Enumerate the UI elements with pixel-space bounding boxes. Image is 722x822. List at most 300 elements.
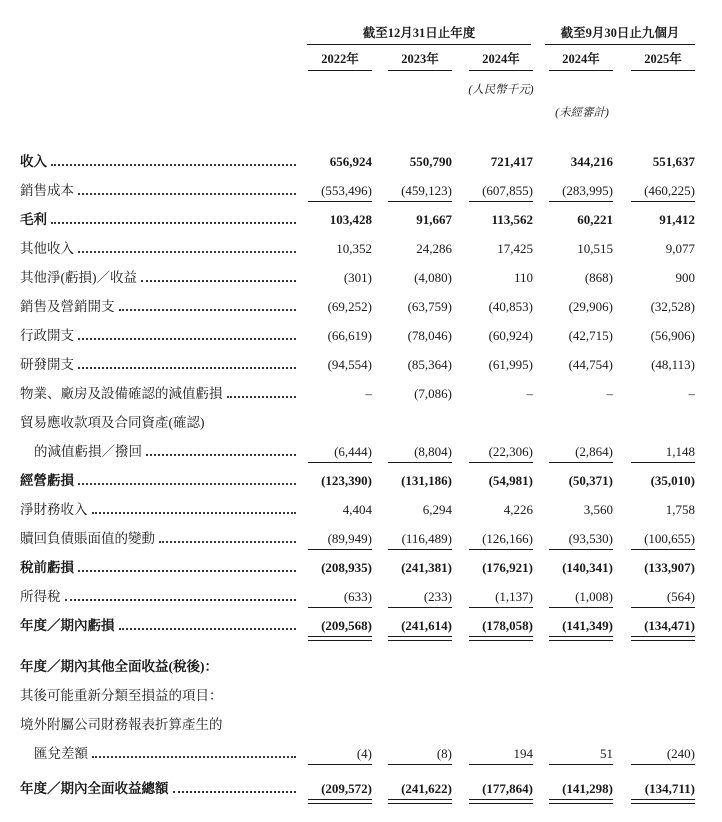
value-cell xyxy=(307,241,372,257)
value-text: (140,341) xyxy=(562,560,613,575)
value-text: (78,046) xyxy=(407,328,452,343)
value-cell xyxy=(533,746,613,765)
value-cell xyxy=(613,659,695,675)
value-cell xyxy=(533,386,613,402)
row-label: 收入 xyxy=(20,154,47,169)
value-cell xyxy=(613,183,695,202)
value-text: (8) xyxy=(388,746,452,765)
year-col-2024-interim xyxy=(533,52,613,71)
value-cell xyxy=(372,688,452,704)
table-body xyxy=(20,144,695,800)
year-col-2022 xyxy=(307,52,372,71)
value-cell xyxy=(452,212,533,228)
value-text: (209,572) xyxy=(308,781,372,800)
year-col-2024 xyxy=(452,52,533,71)
row-label: 淨財務收入 xyxy=(20,502,88,517)
row-label: 匯兌差額 xyxy=(34,746,88,761)
table-row xyxy=(20,463,695,492)
dot-leader xyxy=(119,309,297,311)
table-row xyxy=(20,434,695,463)
value-cell xyxy=(307,415,372,431)
value-text: 4,404 xyxy=(342,502,372,517)
value-cell xyxy=(372,618,452,637)
value-cell xyxy=(452,589,533,608)
value-cell xyxy=(452,241,533,257)
row-label: 經營虧損 xyxy=(20,473,74,488)
value-text: (93,530) xyxy=(549,531,613,550)
value-cell xyxy=(372,299,452,315)
row-label-cell xyxy=(20,266,307,286)
dot-leader xyxy=(78,193,296,195)
value-text: (178,058) xyxy=(469,618,533,637)
row-label-cell xyxy=(20,382,307,402)
value-cell xyxy=(452,531,533,550)
value-cell xyxy=(372,473,452,489)
value-cell xyxy=(307,154,372,170)
value-cell xyxy=(533,212,613,228)
value-cell xyxy=(307,183,372,202)
value-text: (66,619) xyxy=(327,328,372,343)
value-cell xyxy=(613,502,695,518)
value-cell xyxy=(452,688,533,704)
value-text: (134,711) xyxy=(631,781,695,800)
year-header-row xyxy=(20,52,695,71)
value-cell xyxy=(452,717,533,733)
row-label: 其他收入 xyxy=(20,241,74,256)
row-label-cell xyxy=(20,777,307,797)
value-cell xyxy=(613,386,695,402)
value-cell xyxy=(307,357,372,373)
row-label-cell xyxy=(20,585,307,605)
value-cell xyxy=(452,659,533,675)
value-text: (29,906) xyxy=(568,299,613,314)
value-cell xyxy=(452,618,533,637)
row-label-cell xyxy=(20,614,307,634)
value-cell xyxy=(452,415,533,431)
value-cell xyxy=(613,444,695,463)
value-text: (1,137) xyxy=(469,589,533,608)
table-row xyxy=(20,144,695,173)
dot-leader xyxy=(78,367,296,369)
row-label-cell xyxy=(20,353,307,373)
value-cell xyxy=(372,270,452,286)
value-cell xyxy=(372,531,452,550)
value-cell xyxy=(452,746,533,765)
value-text: 17,425 xyxy=(497,241,533,256)
row-label-cell xyxy=(20,498,307,518)
value-cell xyxy=(613,618,695,637)
table-row xyxy=(20,173,695,202)
value-cell xyxy=(533,781,613,800)
table-header xyxy=(20,26,695,71)
row-label: 的減值虧損／撥回 xyxy=(34,444,142,459)
value-text: (208,935) xyxy=(321,560,372,575)
table-row xyxy=(20,736,695,765)
value-cell xyxy=(452,560,533,576)
row-label: 物業、廠房及設備確認的減值虧損 xyxy=(20,386,223,401)
value-text: (56,906) xyxy=(650,328,695,343)
currency-unit-note: (人民幣千元) xyxy=(468,84,534,96)
value-cell xyxy=(372,589,452,608)
dot-leader xyxy=(146,454,296,456)
value-cell xyxy=(307,688,372,704)
row-label: 銷售成本 xyxy=(20,183,74,198)
value-text: (44,754) xyxy=(568,357,613,372)
value-cell xyxy=(452,386,533,402)
value-text: (233) xyxy=(388,589,452,608)
value-text: (42,715) xyxy=(568,328,613,343)
year-col-2023 xyxy=(372,52,452,71)
value-cell xyxy=(533,560,613,576)
value-cell xyxy=(372,241,452,257)
row-label-cell xyxy=(20,295,307,315)
value-cell xyxy=(307,659,372,675)
value-text: 24,286 xyxy=(416,241,452,256)
value-cell xyxy=(613,688,695,704)
row-label: 銷售及營銷開支 xyxy=(20,299,115,314)
value-text: (116,489) xyxy=(388,531,452,550)
value-text: (241,622) xyxy=(388,781,452,800)
dot-leader xyxy=(159,541,296,543)
value-text: 113,562 xyxy=(491,212,533,227)
dot-leader xyxy=(92,512,297,514)
value-text: (460,225) xyxy=(631,183,695,202)
table-row xyxy=(20,678,695,707)
row-label-cell xyxy=(20,527,307,547)
row-label-cell xyxy=(20,713,307,733)
row-label: 年度／期內其他全面收益(稅後)： xyxy=(20,659,218,674)
value-text: (85,364) xyxy=(407,357,452,372)
value-cell xyxy=(533,299,613,315)
value-cell xyxy=(613,328,695,344)
value-cell xyxy=(372,328,452,344)
row-label-cell xyxy=(20,208,307,228)
value-text: (301) xyxy=(343,270,372,285)
row-label: 其後可能重新分類至損益的項目： xyxy=(20,688,223,703)
value-cell xyxy=(372,781,452,800)
value-text: (126,166) xyxy=(469,531,533,550)
value-cell xyxy=(533,473,613,489)
value-text: 10,515 xyxy=(577,241,613,256)
value-cell xyxy=(452,154,533,170)
value-cell xyxy=(533,618,613,637)
table-row xyxy=(20,289,695,318)
row-label: 貿易應收款項及合同資產(確認) xyxy=(20,415,205,430)
value-text: (240) xyxy=(631,746,695,765)
value-cell xyxy=(533,241,613,257)
value-text: – xyxy=(365,386,372,401)
value-text: (4) xyxy=(308,746,372,765)
value-cell xyxy=(533,357,613,373)
value-text: (241,381) xyxy=(401,560,452,575)
table-row xyxy=(20,202,695,231)
row-label-cell xyxy=(20,179,307,199)
row-label-cell xyxy=(20,742,307,762)
value-cell xyxy=(307,270,372,286)
value-text: (209,568) xyxy=(308,618,372,637)
value-text: (283,995) xyxy=(549,183,613,202)
value-cell xyxy=(452,357,533,373)
value-cell xyxy=(372,386,452,402)
value-text: 91,412 xyxy=(659,212,695,227)
value-cell xyxy=(372,444,452,463)
value-cell xyxy=(613,212,695,228)
value-cell xyxy=(533,183,613,202)
value-cell xyxy=(613,717,695,733)
value-cell xyxy=(307,328,372,344)
value-text: (63,759) xyxy=(407,299,452,314)
value-text: (69,252) xyxy=(327,299,372,314)
col-group-annual: 截至12月31日止年度 xyxy=(307,26,531,45)
value-text: 551,637 xyxy=(652,154,695,169)
value-text: (94,554) xyxy=(327,357,372,372)
table-row xyxy=(20,492,695,521)
value-text: 103,428 xyxy=(329,212,372,227)
value-text: (868) xyxy=(584,270,613,285)
dot-leader xyxy=(78,570,296,572)
value-cell xyxy=(307,531,372,550)
value-text: 900 xyxy=(675,270,695,285)
value-text: (4,080) xyxy=(414,270,452,285)
value-cell xyxy=(307,560,372,576)
value-cell xyxy=(307,618,372,637)
value-text: 1,758 xyxy=(665,502,695,517)
row-label-cell xyxy=(20,440,307,460)
value-text: – xyxy=(606,386,613,401)
value-cell xyxy=(613,589,695,608)
value-text: 10,352 xyxy=(336,241,372,256)
value-cell xyxy=(372,183,452,202)
row-label-cell xyxy=(20,237,307,257)
value-text: (54,981) xyxy=(488,473,533,488)
value-cell xyxy=(307,781,372,800)
value-cell xyxy=(307,502,372,518)
value-cell xyxy=(307,746,372,765)
value-cell xyxy=(372,746,452,765)
value-cell xyxy=(452,781,533,800)
year-label: 2023年 xyxy=(388,52,452,71)
row-label: 稅前虧損 xyxy=(20,560,74,575)
value-text: (35,010) xyxy=(650,473,695,488)
value-cell xyxy=(452,502,533,518)
value-text: (131,186) xyxy=(401,473,452,488)
value-cell xyxy=(533,154,613,170)
value-text: (553,496) xyxy=(308,183,372,202)
value-cell xyxy=(533,717,613,733)
value-text: (1,008) xyxy=(549,589,613,608)
dot-leader xyxy=(92,756,296,758)
dot-leader xyxy=(51,164,296,166)
value-cell xyxy=(307,589,372,608)
value-text: 656,924 xyxy=(329,154,372,169)
value-text: (633) xyxy=(308,589,372,608)
value-cell xyxy=(372,154,452,170)
value-text: (89,949) xyxy=(308,531,372,550)
year-label: 2024年 xyxy=(469,52,533,71)
value-text: (8,804) xyxy=(388,444,452,463)
value-text: (61,995) xyxy=(488,357,533,372)
table-row xyxy=(20,579,695,608)
dot-leader xyxy=(141,280,296,282)
row-label-cell xyxy=(20,469,307,489)
table-row xyxy=(20,260,695,289)
row-label-cell xyxy=(20,684,307,704)
value-cell xyxy=(307,299,372,315)
dot-leader xyxy=(78,338,296,340)
row-label: 研發開支 xyxy=(20,357,74,372)
value-cell xyxy=(613,560,695,576)
value-cell xyxy=(372,717,452,733)
value-text: 60,221 xyxy=(577,212,613,227)
value-text: (241,614) xyxy=(388,618,452,637)
value-text: (123,390) xyxy=(321,473,372,488)
value-text: (22,306) xyxy=(469,444,533,463)
value-text: (177,864) xyxy=(469,781,533,800)
value-text: 4,226 xyxy=(503,502,533,517)
value-text: (6,444) xyxy=(308,444,372,463)
row-label: 毛利 xyxy=(20,212,47,227)
value-cell xyxy=(452,299,533,315)
value-cell xyxy=(452,473,533,489)
column-group-row xyxy=(20,26,695,45)
table-row xyxy=(20,707,695,736)
value-cell xyxy=(307,386,372,402)
value-text: (32,528) xyxy=(650,299,695,314)
value-cell xyxy=(307,473,372,489)
value-text: – xyxy=(688,386,695,401)
value-text: 1,148 xyxy=(631,444,695,463)
row-label: 所得稅 xyxy=(20,589,61,604)
value-text: (60,924) xyxy=(488,328,533,343)
value-cell xyxy=(533,688,613,704)
value-cell xyxy=(372,502,452,518)
value-cell xyxy=(533,444,613,463)
value-cell xyxy=(307,444,372,463)
row-label: 年度／期內虧損 xyxy=(20,618,115,633)
value-text: 721,417 xyxy=(490,154,533,169)
value-text: 344,216 xyxy=(570,154,613,169)
value-text: (141,349) xyxy=(549,618,613,637)
table-row xyxy=(20,376,695,405)
row-label-cell xyxy=(20,411,307,431)
value-cell xyxy=(372,357,452,373)
value-cell xyxy=(452,270,533,286)
value-cell xyxy=(613,473,695,489)
value-cell xyxy=(613,415,695,431)
value-cell xyxy=(452,183,533,202)
value-text: (48,113) xyxy=(651,357,695,372)
value-cell xyxy=(372,659,452,675)
value-text: (133,907) xyxy=(644,560,695,575)
value-cell xyxy=(613,746,695,765)
value-text: (40,853) xyxy=(488,299,533,314)
value-text: (141,298) xyxy=(549,781,613,800)
row-label: 境外附屬公司財務報表折算產生的 xyxy=(20,717,223,732)
row-label-cell xyxy=(20,556,307,576)
table-row xyxy=(20,318,695,347)
value-text: 110 xyxy=(513,270,533,285)
value-text: (607,855) xyxy=(469,183,533,202)
row-label-cell xyxy=(20,150,307,170)
value-text: (459,123) xyxy=(388,183,452,202)
table-row xyxy=(20,649,695,678)
dot-leader xyxy=(227,396,297,398)
value-cell xyxy=(372,560,452,576)
value-text: (100,655) xyxy=(631,531,695,550)
value-cell xyxy=(533,415,613,431)
value-cell xyxy=(613,270,695,286)
value-cell xyxy=(452,444,533,463)
value-cell xyxy=(307,212,372,228)
dot-leader xyxy=(173,791,297,793)
value-cell xyxy=(613,781,695,800)
dot-leader xyxy=(65,599,297,601)
value-text: 194 xyxy=(469,746,533,765)
unaudited-note: (未經審計) xyxy=(555,107,609,119)
year-label: 2024年 xyxy=(549,52,613,71)
value-text: – xyxy=(526,386,533,401)
value-text: (2,864) xyxy=(549,444,613,463)
dot-leader xyxy=(51,222,296,224)
value-text: 6,294 xyxy=(422,502,452,517)
value-text: 91,667 xyxy=(416,212,452,227)
dot-leader xyxy=(119,628,297,630)
value-cell xyxy=(613,154,695,170)
value-text: 550,790 xyxy=(409,154,452,169)
row-label: 其他淨(虧損)／收益 xyxy=(20,270,137,285)
value-cell xyxy=(613,357,695,373)
value-text: (7,086) xyxy=(414,386,452,401)
value-cell xyxy=(372,415,452,431)
value-cell xyxy=(613,299,695,315)
dot-leader xyxy=(78,483,296,485)
row-label: 年度／期內全面收益總額 xyxy=(20,781,169,796)
value-text: 3,560 xyxy=(583,502,613,517)
value-text: 51 xyxy=(549,746,613,765)
row-label: 行政開支 xyxy=(20,328,74,343)
value-cell xyxy=(452,328,533,344)
value-cell xyxy=(307,717,372,733)
value-cell xyxy=(613,241,695,257)
value-cell xyxy=(372,212,452,228)
value-cell xyxy=(533,589,613,608)
table-row xyxy=(20,521,695,550)
table-row xyxy=(20,550,695,579)
value-cell xyxy=(533,270,613,286)
row-label-cell xyxy=(20,655,307,675)
value-text: 9,077 xyxy=(665,241,695,256)
row-label-cell xyxy=(20,324,307,344)
value-cell xyxy=(533,531,613,550)
value-text: (134,471) xyxy=(631,618,695,637)
value-cell xyxy=(613,531,695,550)
value-text: (176,921) xyxy=(482,560,533,575)
table-row xyxy=(20,405,695,434)
table-row xyxy=(20,231,695,260)
value-text: (564) xyxy=(631,589,695,608)
col-group-nine-months: 截至9月30日止九個月 xyxy=(545,26,695,45)
year-label: 2025年 xyxy=(631,52,695,71)
year-col-2025-interim xyxy=(613,52,695,71)
table-row xyxy=(20,608,695,637)
value-cell xyxy=(533,659,613,675)
year-label: 2022年 xyxy=(308,52,372,71)
dot-leader xyxy=(78,251,296,253)
value-cell xyxy=(533,502,613,518)
table-row xyxy=(20,771,695,800)
value-cell xyxy=(533,328,613,344)
row-label: 贖回負債賬面值的變動 xyxy=(20,531,155,546)
